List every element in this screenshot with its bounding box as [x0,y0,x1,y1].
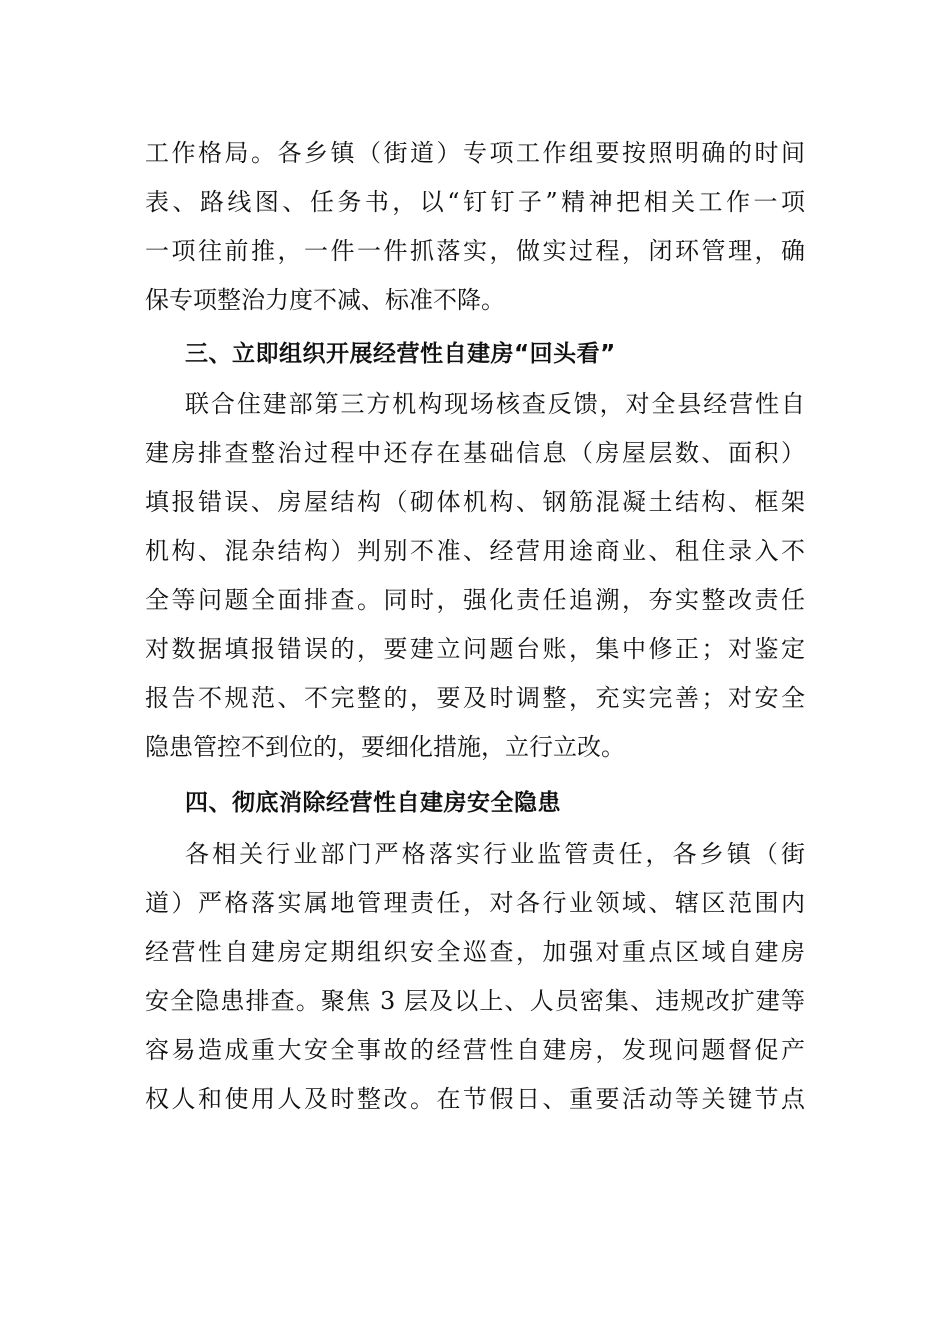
paragraph-line: 联合住建部第三方机构现场核查反馈，对全县经营性自 [185,390,805,418]
section-heading-4: 四、彻底消除经营性自建房安全隐患 [185,790,561,816]
paragraph-line: 道）严格落实属地管理责任，对各行业领域、辖区范围内 [145,889,805,917]
paragraph-line: 保专项整治力度不减、标准不降。 [145,286,505,314]
paragraph-line: 全等问题全面排查。同时，强化责任追溯，夯实整改责任 [145,586,805,614]
paragraph-line: 安全隐患排查。聚焦 3 层及以上、人员密集、违规改扩建等 [145,987,805,1015]
paragraph-line: 权人和使用人及时整改。在节假日、重要活动等关键节点 [145,1085,805,1113]
paragraph-line: 建房排查整治过程中还存在基础信息（房屋层数、面积） [145,439,805,467]
paragraph-line: 机构、混杂结构）判别不准、经营用途商业、租住录入不 [145,537,805,565]
paragraph-line: 表、路线图、任务书，以“钉钉子”精神把相关工作一项 [145,188,805,216]
paragraph-line: 工作格局。各乡镇（街道）专项工作组要按照明确的时间 [145,139,805,167]
paragraph-line: 经营性自建房定期组织安全巡查，加强对重点区域自建房 [145,938,805,966]
paragraph-line: 一项往前推，一件一件抓落实，做实过程，闭环管理，确 [145,237,805,265]
paragraph-line: 报告不规范、不完整的，要及时调整，充实完善；对安全 [145,684,805,712]
paragraph-line: 对数据填报错误的，要建立问题台账，集中修正；对鉴定 [145,635,805,663]
paragraph-line: 填报错误、房屋结构（砌体机构、钢筋混凝土结构、框架 [145,488,805,516]
paragraph-line: 隐患管控不到位的，要细化措施，立行立改。 [145,733,625,761]
paragraph-line: 各相关行业部门严格落实行业监管责任，各乡镇（街 [185,840,805,868]
section-heading-3: 三、立即组织开展经营性自建房“回头看” [185,341,616,367]
paragraph-line: 容易造成重大安全事故的经营性自建房，发现问题督促产 [145,1036,805,1064]
